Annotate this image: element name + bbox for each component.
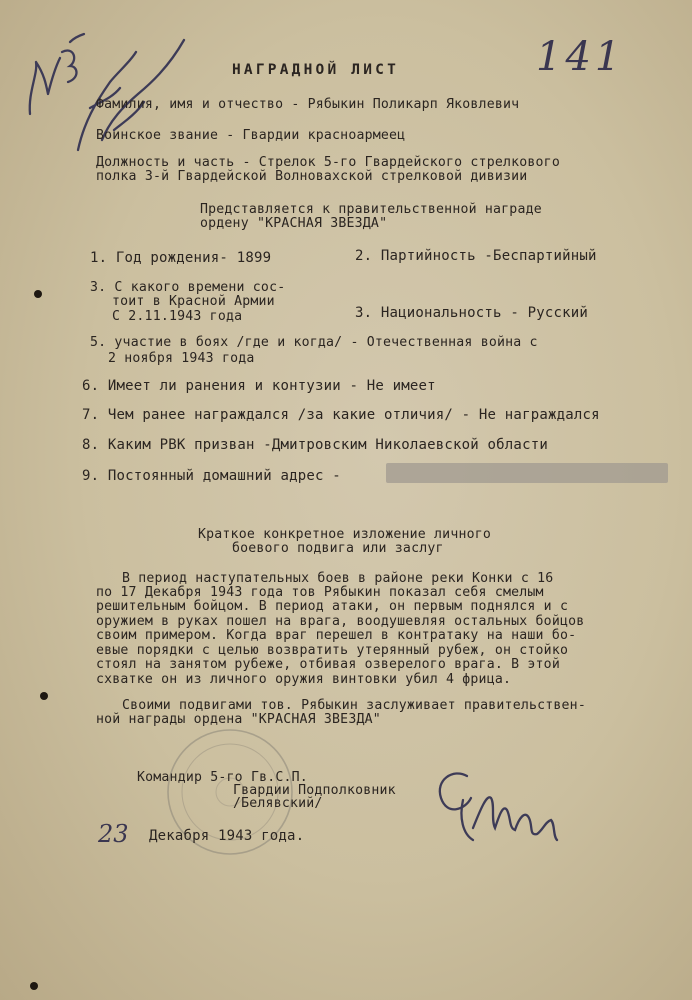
signature-title-line2: Гвардии Подполковник <box>233 783 396 798</box>
punch-hole-middle <box>40 692 48 700</box>
item-6: 6. Имеет ли ранения и контузии - Не имеет <box>82 378 436 394</box>
item-2: 2. Партийность -Беспартийный <box>355 248 597 264</box>
feat-text-line2: по 17 Декабря 1943 года тов Рябыкин показал себя смелым <box>96 585 544 600</box>
handwritten-day: 23 <box>98 820 129 848</box>
feat-text-line8: схватке он из личного оружия винтовки убил 4 фрица. <box>96 672 512 687</box>
field-fio: Фамилия, имя и отчество - Рябыкин Поликарп Яковлевич <box>96 97 520 112</box>
nomination-line1: Представляется к правительственной награде <box>200 202 542 217</box>
feat-heading-line2: боевого подвига или заслуг <box>232 541 444 556</box>
item-8: 8. Каким РВК призван -Дмитровским Николаевской области <box>82 437 548 453</box>
feat-text-line7: стоял на занятом рубеже, отбивая озверелого врага. В этой <box>96 657 560 672</box>
handwritten-signature <box>425 758 565 853</box>
item-3-line1: 3. С какого времени сос- <box>90 280 286 295</box>
redacted-address <box>386 463 668 483</box>
document-title: НАГРАДНОЙ ЛИСТ <box>232 62 400 78</box>
field-unit-line1: Должность и часть - Стрелок 5-го Гвардейского стрелкового <box>96 155 560 170</box>
feat-text-line5: своим примером. Когда враг перешел в контратаку на наши бо- <box>96 628 577 643</box>
feat-text-line1: В период наступательных боев в районе реки Конки с 16 <box>122 571 554 586</box>
feat-text-line6: евые порядки с целью возвратить утерянный рубеж, он стойко <box>96 643 569 658</box>
item-5-line1: 5. участие в боях /где и когда/ - Отечественная война с <box>90 335 538 350</box>
feat-text-line11: ной награды ордена "КРАСНАЯ ЗВЕЗДА" <box>96 712 381 727</box>
punch-hole-bottom <box>30 982 38 990</box>
field-unit-line2: полка 3-й Гвардейской Волновахской стрелковой дивизии <box>96 169 528 184</box>
signature-title-line3: /Белявский/ <box>233 796 323 811</box>
nomination-line2: ордену "КРАСНАЯ ЗВЕЗДА" <box>200 216 388 231</box>
feat-text-line10: Своими подвигами тов. Рябыкин заслуживает правительствен- <box>122 698 586 713</box>
date-text: Декабря 1943 года. <box>149 828 305 844</box>
item-3-nationality: 3. Национальность - Русский <box>355 305 588 321</box>
item-9: 9. Постоянный домашний адрес - <box>82 468 341 484</box>
feat-text-line3: решительным бойцом. В период атаки, он первым поднялся и с <box>96 599 569 614</box>
handwritten-number: 141 <box>536 34 625 80</box>
punch-hole-top <box>34 290 42 298</box>
item-1: 1. Год рождения- 1899 <box>90 250 272 266</box>
item-3-line3: С 2.11.1943 года <box>112 309 243 324</box>
signature-title-line1: Командир 5-го Гв.С.П. <box>137 770 308 785</box>
feat-text-line4: оружием в руках пошел на врага, воодушевляя остальных бойцов <box>96 614 585 629</box>
field-rank: Воинское звание - Гвардии красноармеец <box>96 128 406 143</box>
feat-heading-line1: Краткое конкретное изложение личного <box>198 527 492 542</box>
item-5-line2: 2 ноября 1943 года <box>108 351 255 366</box>
item-3-line2: тоит в Красной Армии <box>112 294 275 309</box>
item-7: 7. Чем ранее награждался /за какие отличия/ - Не награждался <box>82 407 600 423</box>
